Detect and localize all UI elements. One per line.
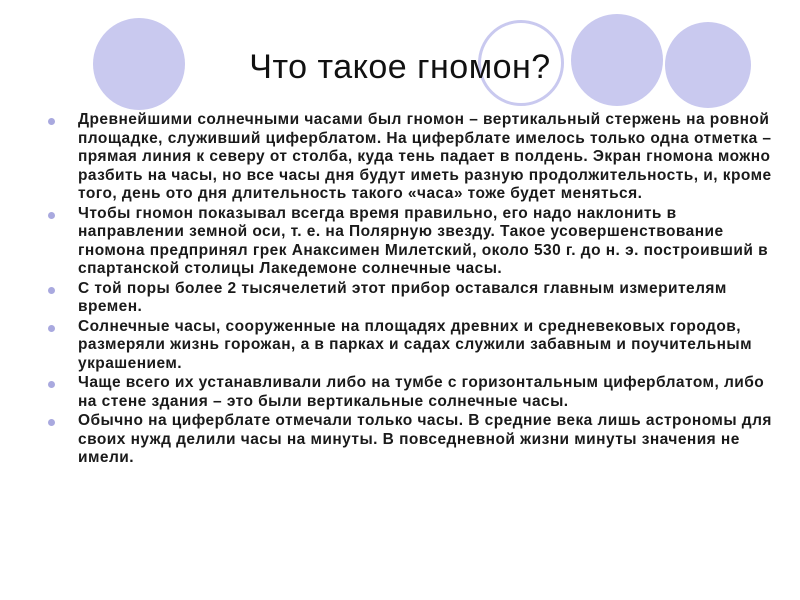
bullet-text: Чаще всего их устанавливали либо на тумбе с горизонтальным циферблатом, либо на стене здания – это были вертикальные солнечные часы. [78, 374, 765, 410]
bullet-dot-icon [48, 381, 55, 388]
bullet-list [44, 111, 774, 469]
bullet-dot-icon [48, 287, 55, 294]
bullet-text: Древнейшими солнечными часами был гномон – вертикальный стержень на ровной площадке, служивший циферблатом. На циферблате имелось только одна отметка – прямая линия к северу от столба, куда тень падает в полдень. Экран гномона можно разбить на часы, но все часы дня будут иметь разную продолжительность, и, кроме того, день ото дня длительность такого «часа» тоже будет меняться. [78, 111, 772, 202]
bullet-item [44, 412, 774, 468]
bullet-dot-icon [48, 419, 55, 426]
bullet-item [44, 318, 774, 374]
bullet-text: Солнечные часы, сооруженные на площадях древних и средневековых городов, размеряли жизнь горожан, а в парках и садах служили забавным и поучительным украшением. [78, 317, 752, 372]
slide-title: Что такое гномон? [249, 48, 551, 86]
bullet-dot-icon [48, 118, 55, 125]
bullet-item [44, 374, 774, 411]
bullet-text: Обычно на циферблате отмечали только часы. В средние века лишь астрономы для своих нужд делили часы на минуты. В повседневной жизни минуты значения не имели. [78, 412, 772, 466]
bullet-dot-icon [48, 325, 55, 332]
bullet-item [44, 280, 774, 317]
bullet-item [44, 111, 774, 204]
bullet-text: С той поры более 2 тысячелетий этот прибор оставался главным измерителям времен. [78, 279, 727, 315]
bullet-item [44, 205, 774, 279]
bullet-text: Чтобы гномон показывал всегда время правильно, его надо наклонить в направлении земной оси, т. е. на Полярную звезду. Такое усовершенствование гномона предпринял грек Анаксимен Милетский, около 530 г. до н. э. построивший в спартанской столицы Лакедемоне солнечные часы. [78, 204, 769, 277]
bullet-dot-icon [48, 212, 55, 219]
